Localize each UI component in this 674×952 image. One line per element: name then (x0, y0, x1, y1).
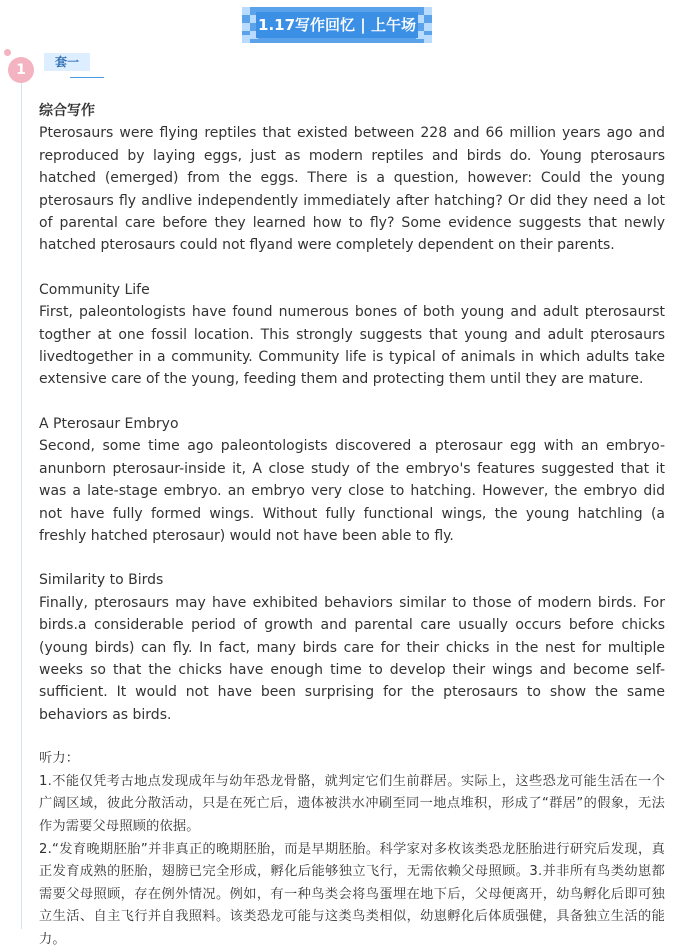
listening-paragraph-2: 2.“发育晚期胚胎”并非真正的晚期胚胎，而是早期胚胎。科学家对多枚该类恐龙胚胎进行研究后发现，真正发育成熟的胚胎，翅膀已完全形成，孵化后能够独立飞行，无需依赖父母照顾。3.并非所有鸟类幼崽都需要父母照顾，存在例外情况。例如，有一种鸟类会将鸟蛋埋在地下后，父母便离开，幼鸟孵化后即可独立生活、自主飞行并自我照料。该类恐龙可能与这类鸟类相似，幼崽孵化后体质强健，具备独立生活的能力。 (39, 841, 665, 947)
point-title-embryo: A Pterosaur Embryo (39, 415, 179, 432)
section-number-badge: 1 (8, 57, 34, 83)
timeline-line (21, 70, 22, 929)
article-content (39, 100, 665, 952)
section-tag: 套一 (44, 53, 90, 71)
point-title-birds: Similarity to Birds (39, 572, 164, 589)
title-banner (242, 7, 432, 43)
point-text-birds: Finally, pterosaurs may have exhibited behaviors similar to those of modern birds. For birds.a considerable period of growth and parental care usually occurs before chicks (young birds) can fly. In fact, many birds care for their chicks in the nest for multiple weeks so that the chicks have enough time to develop their wings and become self-sufficient. It would not have been surprising for the pterosaurs to show the same behaviors as birds. (39, 594, 665, 723)
writing-heading: 综合写作 (39, 103, 95, 119)
page-title: 1.17写作回忆 | 上午场 (256, 12, 418, 38)
title-banner-wrap (0, 7, 674, 47)
point-text-embryo: Second, some time ago paleontologists discovered a pterosaur egg with an embryo-anunborn pterosaur-inside it, A close study of the embryo's features suggested that it was a late-stage embryo. an embryo very close to hatching. However, the embryo did not have fully formed wings. Without fully functional wings, the young hatchling (a freshly hatched pterosaur) would not have been able to fly. (39, 438, 665, 544)
listening-heading: 听力： (39, 751, 80, 767)
listening-paragraph-1: 1.不能仅凭考古地点发现成年与幼年恐龙骨骼，就判定它们生前群居。实际上，这些恐龙可能生活在一个广阔区域，彼此分散活动，只是在死亡后，遗体被洪水冲刷至同一地点堆积，形成了“群居”的假象，无法作为需要父母照顾的依据。 (39, 773, 665, 834)
timeline-dot (4, 49, 11, 56)
point-title-community: Community Life (39, 281, 150, 298)
writing-intro: Pterosaurs were flying reptiles that existed between 228 and 66 million years ago and reproduced by laying eggs, just as modern reptiles and birds do. Young pterosaurs hatched (emerged) from the eggs. There is a question, however: Could the young pterosaurs fly andlive independently immediately after hatching? Or did they need a lot of parental care before they learned how to fly? Some evidence suggests that newly hatched pterosaurs could not flyand were completely dependent on their parents. (39, 125, 665, 254)
tag-underline (70, 77, 104, 78)
point-text-community: First, paleontologists have found numerous bones of both young and adult pterosaurst togther at one fossil location. This strongly suggests that young and adult pterosaurs livedtogether in a community. Community life is typical of animals in which adults take extensive care of the young, feeding them and protecting them until they are mature. (39, 304, 665, 388)
